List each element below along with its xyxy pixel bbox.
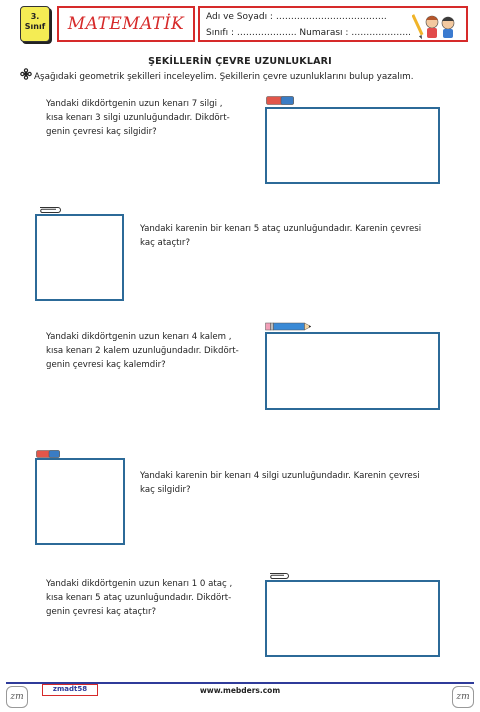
question-line: kısa kenarı 5 ataç uzunluğundadır. Dikdört- (46, 593, 232, 603)
class-number-field[interactable]: Sınıfı : ……………….. Numarası : ……………….. (206, 28, 412, 38)
zm-logo-right: zm (452, 686, 474, 708)
pencil-icon (265, 322, 313, 331)
question-5 (46, 577, 266, 619)
square-shape-4 (35, 458, 125, 545)
question-4 (140, 469, 470, 497)
flower-bullet-icon (20, 68, 32, 80)
rectangle-shape-5 (265, 580, 440, 657)
paperclip-icon (37, 206, 61, 214)
grade-number: 3. (30, 12, 40, 21)
subject-title: MATEMATİK (57, 6, 195, 42)
question-line: genin çevresi kaç ataçtır? (46, 607, 157, 617)
question-line: genin çevresi kaç kalemdir? (46, 360, 166, 370)
question-line: Yandaki dikdörtgenin uzun kenarı 1 0 ataç , (46, 579, 233, 589)
worksheet-heading: ŞEKİLLERİN ÇEVRE UZUNLUKLARI (148, 56, 332, 67)
question-3 (46, 330, 266, 372)
footer-code-badge: zmadt58 (42, 684, 98, 696)
grade-badge (20, 6, 50, 42)
rectangle-shape-3 (265, 332, 440, 410)
question-line: kaç ataçtır? (140, 238, 191, 248)
instruction-text: Aşağıdaki geometrik şekilleri inceleyelim. Şekillerin çevre uzunluklarını bulup yazalım. (34, 72, 414, 82)
rectangle-shape-1 (265, 107, 440, 184)
student-info-box (198, 6, 468, 42)
children-illustration-icon (412, 10, 462, 40)
question-line: Yandaki karenin bir kenarı 4 silgi uzunluğundadır. Karenin çevresi (140, 471, 420, 481)
zm-logo-left: zm (6, 686, 28, 708)
question-line: genin çevresi kaç silgidir? (46, 127, 157, 137)
footer-website[interactable]: www.mebders.com (199, 686, 281, 695)
question-line: kısa kenarı 2 kalem uzunluğundadır. Dikdört- (46, 346, 239, 356)
grade-label: Sınıf (24, 22, 46, 31)
question-line: Yandaki dikdörtgenin uzun kenarı 7 silgi , (46, 99, 223, 109)
eraser-icon (36, 450, 60, 458)
paperclip-icon (267, 572, 289, 580)
question-1 (46, 97, 266, 139)
square-shape-2 (35, 214, 124, 301)
question-line: Yandaki dikdörtgenin uzun kenarı 4 kalem , (46, 332, 232, 342)
eraser-icon (266, 96, 294, 105)
question-line: Yandaki karenin bir kenarı 5 ataç uzunluğundadır. Karenin çevresi (140, 224, 422, 234)
name-field[interactable]: Adı ve Soyadı : ………………………………. (206, 12, 387, 22)
question-2 (140, 222, 470, 250)
question-line: kısa kenarı 3 silgi uzunluğundadır. Dikdört- (46, 113, 230, 123)
question-line: kaç silgidir? (140, 485, 191, 495)
